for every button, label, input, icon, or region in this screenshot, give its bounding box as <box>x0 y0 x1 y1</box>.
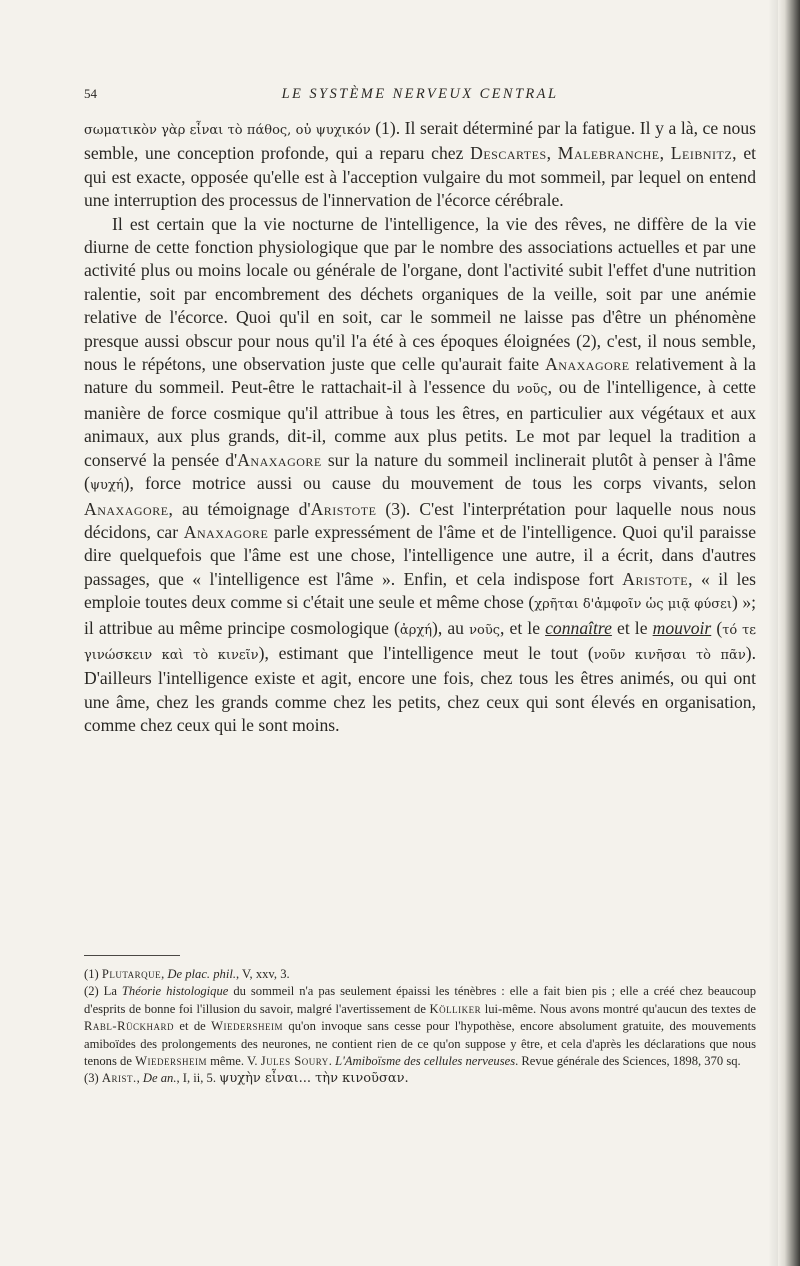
greek-quote: ἀρχή <box>399 622 433 638</box>
text-run: , et qui est exacte, opposée qu'elle est à l'acception vulgaire du mot sommeil, par lequel on entend une interruption des processus de l'innervation de l'écorce cérébrale. <box>84 143 757 211</box>
text-run: ). D'ailleurs l'intelligence existe et agit, encore une fois, chez tous les êtres animés, ou qui ont une âme, chez les grands comme chez les petits, chez ceux qui sont élevés en organisation, comme chez ceux qui le sont moins. <box>84 642 756 736</box>
text-run: . Revue générale des Sciences, 1898, 370 sq. <box>515 1054 741 1069</box>
small-caps-name: Kölliker <box>429 1001 482 1016</box>
text-run: du sommeil n'a pas seulement épaissi les ténèbres : elle a fait bien pis ; elle a créé chez beaucoup d'esprits de bonne foi l'illusion du savoir, malgré l'avertissement de <box>84 984 757 1016</box>
text-run: ), force motrice aussi ou cause du mouvement de tous les corps vivants, selon <box>123 473 756 494</box>
italic-title: L'Amiboïsme des cellules nerveuses <box>335 1054 516 1069</box>
greek-quote: νοῦν κινῆσαι τὸ πᾶν <box>593 647 746 663</box>
greek-quote: ψυχή <box>89 478 124 494</box>
text-run: (2) La <box>84 984 122 999</box>
small-caps-name: Anaxagore <box>183 521 269 542</box>
page-header <box>84 86 756 108</box>
greek-quote: ψυχὴν εἶναι... τὴν κινοῦσαν. <box>219 1071 409 1087</box>
text-run: ( <box>711 617 723 638</box>
small-caps-name: Aristote <box>622 568 689 589</box>
text-run: , et le <box>500 617 546 638</box>
text-run: qu'on invoque sans cesse pour l'hypothèse, encore absolument gratuite, des mouvements amiboïdes des prolongements des neurones, ne contient rien de ce qu'on suppose y être, et cela d'après les déclarations que nous tenons de <box>84 1019 756 1069</box>
page-number: 54 <box>84 86 97 101</box>
small-caps-name: Aristote <box>310 498 377 519</box>
small-caps-name: Anaxagore <box>84 498 169 519</box>
small-caps-name: Plutarque <box>101 967 162 981</box>
footnote-3 <box>84 1070 756 1087</box>
text-run: (1). Il serait déterminé par la fatigue. Il y a là, ce nous semble, une conception profonde, qui a reparu chez <box>84 118 756 164</box>
text-run: relativement à la nature du sommeil. Peut-être le rattachait-il à l'essence du <box>84 354 756 398</box>
running-head: LE SYSTÈME NERVEUX CENTRAL <box>281 86 559 102</box>
text-run: , V, xxv, 3. <box>235 967 290 981</box>
text-run: sur la nature du sommeil inclinerait plutôt à penser à l'âme ( <box>84 449 756 494</box>
italic-term: connaître <box>545 617 612 638</box>
italic-title: De an. <box>142 1071 177 1086</box>
text-run: lui-même. Nous avons montré qu'aucun des textes de <box>481 1001 756 1016</box>
italic-term: mouvoir <box>652 617 712 638</box>
text-run: , I, ii, 5. <box>176 1071 220 1086</box>
footnote-1 <box>84 966 756 983</box>
small-caps-name: Rabl-Rückhard <box>84 1019 174 1034</box>
text-run: . <box>328 1054 336 1069</box>
text-run: ) »; il attribue au même principe cosmologique ( <box>84 592 757 638</box>
greek-quote: νοῦς <box>469 622 501 638</box>
small-caps-name: Malebranche <box>557 143 660 164</box>
small-caps-name: Wiedersheim <box>211 1019 284 1034</box>
footnotes <box>84 966 756 1088</box>
book-spine-edge <box>778 0 800 1266</box>
paragraph-1 <box>84 117 756 213</box>
text-run: (3) <box>84 1071 102 1086</box>
text-run: , <box>136 1071 143 1086</box>
small-caps-name: Jules Soury <box>260 1054 329 1069</box>
body-text <box>84 117 756 738</box>
text-run: ), estimant que l'intelligence meut le tout ( <box>258 642 594 663</box>
small-caps-name: Leibnitz <box>670 143 733 164</box>
italic-title: De plac. phil. <box>167 967 236 981</box>
text-run: (3). C'est l'interprétation pour laquelle nous nous décidons, car <box>84 498 756 542</box>
text-run: et le <box>611 617 653 638</box>
text-run: ), au <box>432 617 470 638</box>
text-run: , <box>659 143 671 164</box>
greek-quote: χρῆται δ'ἀμφοῖν ὡς μιᾷ φύσει <box>534 597 732 613</box>
italic-title: Théorie histologique <box>121 984 229 999</box>
text-run: , <box>161 967 168 981</box>
small-caps-name: Anaxagore <box>237 449 322 470</box>
paragraph-2 <box>84 213 756 738</box>
greek-quote: σωματικὸν γὰρ εἶναι τὸ πάθος, οὐ ψυχικόν <box>84 123 371 138</box>
text-run: , au témoignage d' <box>168 498 311 519</box>
small-caps-name: Descartes <box>470 143 547 164</box>
page-gutter-shadow <box>768 0 778 1266</box>
text-run: (1) <box>84 967 102 981</box>
text-run: parle expressément de l'âme et de l'intelligence. Quoi qu'il paraisse dire quelquefois que l'âme est une chose, l'intelligence une autre, il a écrit, dans d'autres passages, que « l'intelligence est l'âme ». Enfin, et cela indispose fort <box>84 521 756 589</box>
text-run: Il est certain que la vie nocturne de l'intelligence, la vie des rêves, ne diffère de la vie diurne de cette fonction physiologique que par le nombre des associations actuelles et par une activité plus ou moins locale ou générale de l'organe, dont l'activité subit l'effet d'une nutrition ralentie, soit par encombrement des déchets organiques de la veille, soit par une anémie relative de l'écorce. Quoi qu'il en soit, car le sommeil ne laisse pas d'être un phénomène presque aussi obscur pour nous qu'il l'a été à ces époques éloignées (2), c'est, il nous semble, nous le répétons, une observation juste que celle qu'aurait faite <box>84 213 756 375</box>
small-caps-name: Anaxagore <box>545 354 630 375</box>
greek-quote: τό τε γινώσκειν καὶ τὸ κινεῖν <box>84 622 756 663</box>
greek-quote: νοῦς <box>516 382 548 398</box>
text-run: , ou de l'intelligence, à cette manière de force cosmique qu'il attribue à tous les êtres, en particulier aux végétaux et aux animaux, aux plus grands, dit-il, comme aux plus petits. Le mot par lequel la tradition a conservé la pensée d' <box>84 377 756 470</box>
small-caps-name: Arist. <box>101 1071 137 1086</box>
text-run: même. V. <box>206 1054 261 1069</box>
text-run: , « il les emploie toutes deux comme si c'était une seule et même chose ( <box>84 568 756 613</box>
text-run: et de <box>174 1019 212 1034</box>
small-caps-name: Wiedersheim <box>135 1054 207 1069</box>
text-run: , <box>546 143 558 164</box>
footnote-rule <box>84 955 180 956</box>
footnote-2 <box>84 983 756 1070</box>
